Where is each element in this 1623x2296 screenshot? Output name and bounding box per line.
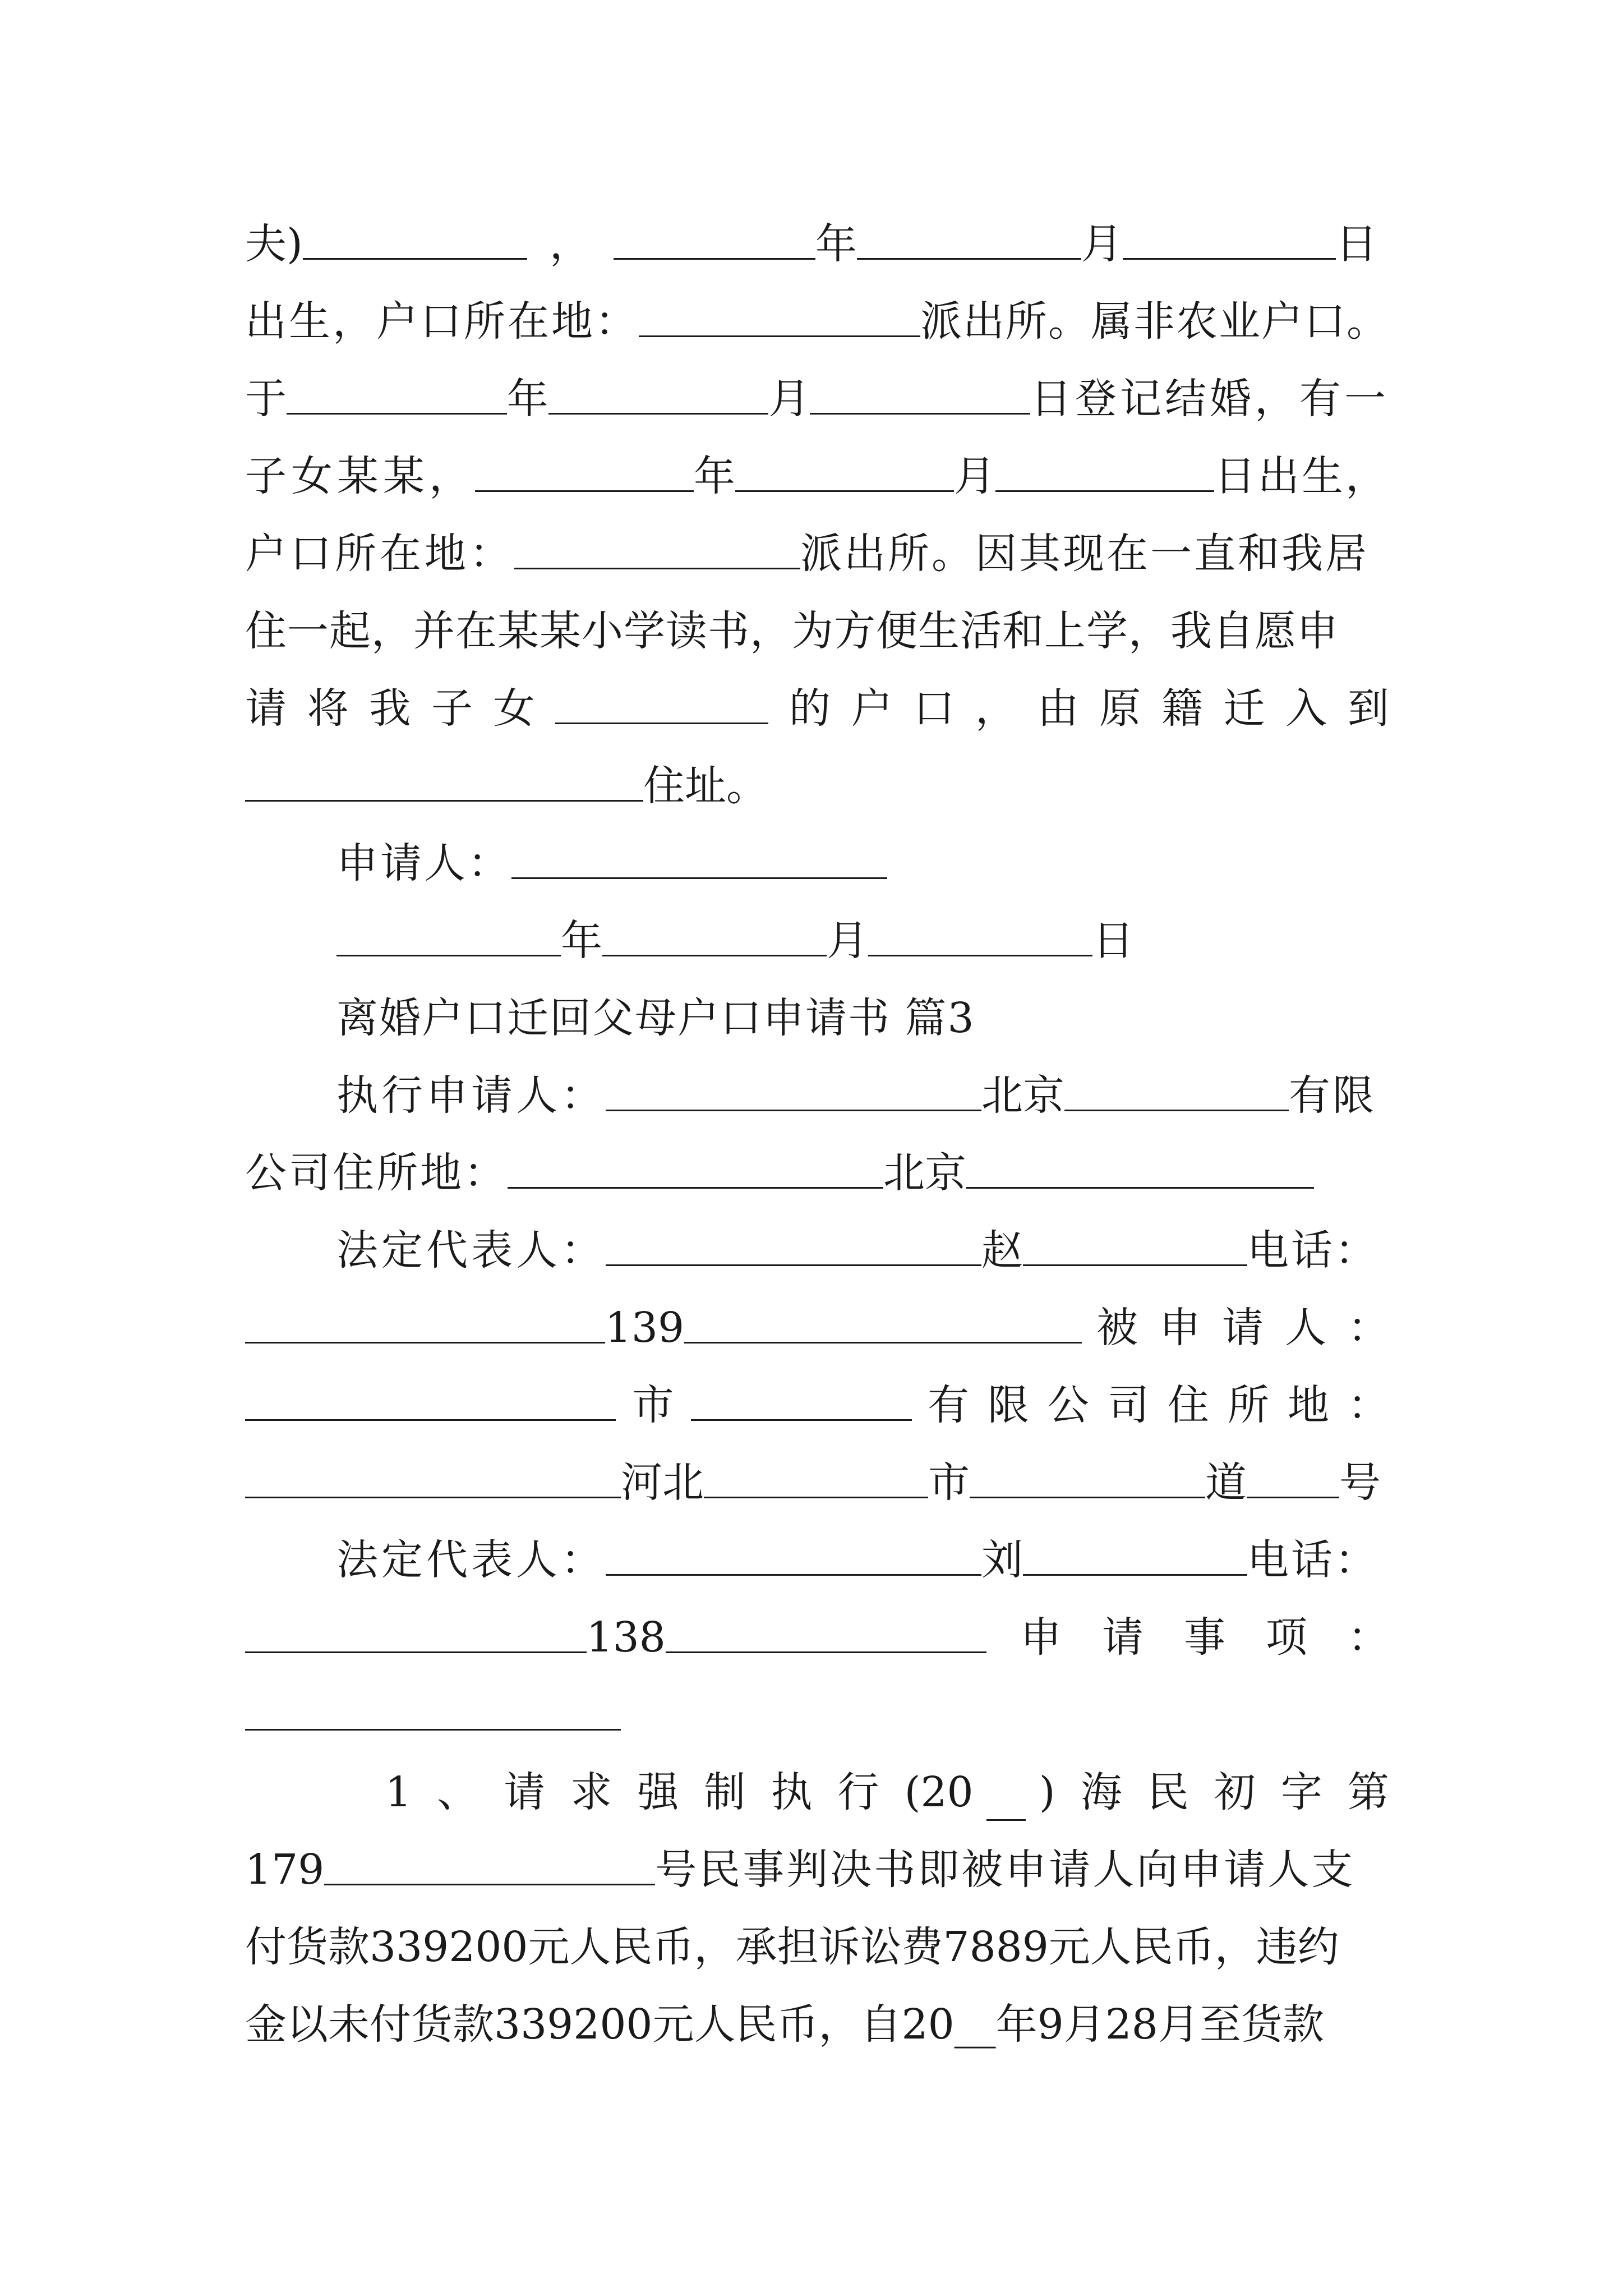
text-line-14 <box>245 1214 1389 1287</box>
text-line-18 <box>245 1524 1389 1596</box>
text-line-13 <box>245 1137 1389 1209</box>
text: 户 <box>851 684 893 733</box>
text: 日登记结婚，有一 <box>1030 375 1390 423</box>
text: ： <box>1348 1613 1389 1662</box>
text: 民 <box>1147 1768 1189 1816</box>
text-line-21 <box>245 1756 1389 1829</box>
text: 付货款339200元人民币，承担诉讼费7889元人民币，违约 <box>245 1923 1339 1971</box>
text: 将 <box>307 684 349 733</box>
text: 号民事判决书即被申请人向申请人支 <box>655 1846 1355 1894</box>
blank-field[interactable] <box>857 258 1081 260</box>
blank-field[interactable] <box>986 1819 1026 1821</box>
text: 住址。 <box>643 762 768 810</box>
text: 子 <box>431 684 473 733</box>
text: 项 <box>1266 1613 1307 1662</box>
blank-field[interactable] <box>245 1497 621 1498</box>
text: 执 <box>771 1768 813 1816</box>
text: 入 <box>1285 684 1327 733</box>
text: 所 <box>1228 1381 1269 1429</box>
text: 籍 <box>1161 684 1203 733</box>
text: 请 <box>1222 1304 1264 1352</box>
blank-field[interactable] <box>245 800 643 802</box>
text: 第 <box>1347 1768 1389 1816</box>
blank-field[interactable] <box>1023 1574 1247 1576</box>
text: 住一起，并在某某小学读书，为方便生活和上学，我自愿申 <box>245 607 1339 655</box>
text: 月 <box>1081 220 1123 268</box>
text: 海 <box>1080 1768 1122 1816</box>
text: 求 <box>570 1768 612 1816</box>
blank-field[interactable] <box>666 1651 986 1653</box>
text: 有 <box>928 1381 969 1429</box>
blank-field[interactable] <box>684 1342 1082 1343</box>
text: 户口所在地： <box>245 530 514 578</box>
blank-field[interactable] <box>1123 258 1336 260</box>
text: 日 <box>1335 220 1377 268</box>
text: 人 <box>1285 1304 1326 1352</box>
text-group <box>905 1756 1055 1829</box>
text: 到 <box>1347 684 1389 733</box>
text: 初 <box>1214 1768 1256 1816</box>
blank-field[interactable] <box>602 955 827 956</box>
text: 请 <box>1102 1613 1144 1662</box>
text: 由 <box>1037 684 1079 733</box>
text: 字 <box>1280 1768 1322 1816</box>
text: 于 <box>245 375 287 423</box>
text: 请 <box>245 684 287 733</box>
text: 离婚户口迁回父母户口申请书 篇3 <box>336 994 975 1042</box>
text: 我 <box>369 684 411 733</box>
text-line-15 <box>245 1291 1389 1364</box>
text: 日 <box>1092 917 1134 965</box>
text: 北京 <box>981 1071 1064 1120</box>
text: ： <box>1348 1304 1389 1352</box>
text: 年 <box>815 220 857 268</box>
text-line-12 <box>245 1059 1389 1132</box>
blank-field[interactable] <box>514 568 800 569</box>
blank-field[interactable] <box>995 490 1214 492</box>
text: 、 <box>437 1768 479 1816</box>
blank-field[interactable] <box>970 1497 1205 1498</box>
text: 强 <box>637 1768 679 1816</box>
applicant-field[interactable] <box>511 877 887 879</box>
text: 司 <box>1108 1381 1149 1429</box>
text-line-22 <box>245 1833 1389 1906</box>
text-line-3 <box>245 362 1389 435</box>
text: 号 <box>1339 1458 1381 1507</box>
blank-field[interactable] <box>1023 1264 1247 1266</box>
text: ) <box>1039 1768 1055 1816</box>
text: 公司住所地： <box>245 1149 508 1197</box>
blank-field[interactable] <box>606 1574 981 1576</box>
blank-field[interactable] <box>704 1497 928 1498</box>
blank-field[interactable] <box>868 955 1092 956</box>
text: 年 <box>561 917 602 965</box>
text: 有限 <box>1289 1071 1376 1120</box>
text-group <box>1020 1601 1389 1674</box>
text: 申 <box>1020 1613 1062 1662</box>
blank-field[interactable] <box>324 1884 655 1885</box>
applicant-line <box>245 827 1389 900</box>
text: 月 <box>827 917 868 965</box>
text: 的 <box>789 684 831 733</box>
text: 月 <box>768 375 810 423</box>
text: 法定代表人： <box>336 1536 606 1584</box>
text: 申请人： <box>336 839 511 887</box>
blank-field[interactable] <box>303 258 527 260</box>
text: 口 <box>913 684 955 733</box>
blank-field[interactable] <box>475 490 694 492</box>
text: ： <box>1348 1381 1389 1429</box>
text-line-19 <box>245 1601 1389 1674</box>
text: 138 <box>586 1613 666 1662</box>
text: 原 <box>1099 684 1141 733</box>
text-line-5 <box>245 517 1389 590</box>
text: 公 <box>1048 1381 1089 1429</box>
text-line-23 <box>245 1911 1389 1984</box>
text: ， <box>549 220 591 268</box>
section-heading <box>245 982 1389 1055</box>
blank-field[interactable] <box>287 413 507 415</box>
text-group <box>1096 1291 1389 1364</box>
text: 139 <box>605 1304 685 1352</box>
text: 子女某某， <box>245 452 475 500</box>
blank-field[interactable] <box>1064 1110 1289 1111</box>
text: 事 <box>1184 1613 1225 1662</box>
text: 出生，户口所在地： <box>245 297 639 346</box>
text: 住 <box>1168 1381 1209 1429</box>
date-line <box>245 904 1389 977</box>
text: 女 <box>493 684 535 733</box>
text: 申 <box>1159 1304 1201 1352</box>
blank-field[interactable] <box>336 955 561 956</box>
text-line-16 <box>245 1369 1389 1442</box>
text: 年 <box>694 452 735 500</box>
text: 年 <box>506 375 548 423</box>
blank-field[interactable] <box>691 1419 912 1421</box>
blank-field[interactable] <box>548 413 769 415</box>
blank-field[interactable] <box>245 1729 621 1731</box>
blank-field[interactable] <box>508 1187 883 1189</box>
text: 夫) <box>245 220 303 268</box>
blank-field[interactable] <box>966 1187 1314 1189</box>
text-line-2 <box>245 285 1389 358</box>
blank-field[interactable] <box>810 413 1030 415</box>
blank-field[interactable] <box>639 335 920 337</box>
text: 限 <box>988 1381 1029 1429</box>
text-line-7 <box>245 672 1389 745</box>
text: 制 <box>704 1768 746 1816</box>
text: 迁 <box>1223 684 1265 733</box>
text: 行 <box>837 1768 879 1816</box>
text-line-4 <box>245 440 1389 513</box>
blank-field[interactable] <box>555 723 768 724</box>
text: 电话： <box>1247 1226 1378 1274</box>
text: 道 <box>1205 1458 1247 1507</box>
text: ， <box>975 684 1017 733</box>
text: 日出生， <box>1214 452 1389 500</box>
text: 派出所。因其现在一直和我居 <box>800 530 1369 578</box>
text-line-8 <box>245 749 1389 822</box>
text: 1 <box>385 1768 412 1816</box>
text: (20 <box>904 1768 974 1816</box>
text-line-20 <box>245 1678 1389 1751</box>
text: 地 <box>1288 1381 1329 1429</box>
text-line-1 <box>245 208 1389 280</box>
text: 法定代表人： <box>336 1226 606 1274</box>
blank-field[interactable] <box>245 1342 605 1343</box>
text: 市 <box>632 1381 674 1429</box>
blank-field[interactable] <box>245 1419 616 1421</box>
text-group <box>928 1369 1389 1442</box>
text-line-17 <box>245 1446 1389 1519</box>
text: 电话： <box>1247 1536 1378 1584</box>
blank-field[interactable] <box>606 1110 981 1111</box>
text: 市 <box>928 1458 970 1507</box>
text: 赵 <box>981 1226 1023 1274</box>
text: 请 <box>504 1768 546 1816</box>
text-line-24 <box>245 1988 1389 2061</box>
blank-field[interactable] <box>245 1651 587 1653</box>
blank-field[interactable] <box>614 258 815 260</box>
text: 月 <box>954 452 995 500</box>
text-line-6 <box>245 595 1389 668</box>
text: 刘 <box>981 1536 1023 1584</box>
blank-field[interactable] <box>606 1264 981 1266</box>
text: 179 <box>245 1846 325 1894</box>
blank-field[interactable] <box>1247 1497 1339 1498</box>
text: 被 <box>1096 1304 1138 1352</box>
blank-field[interactable] <box>735 490 954 492</box>
text: 派出所。属非农业户口。 <box>920 297 1389 346</box>
text: 河北 <box>621 1458 704 1507</box>
text: 北京 <box>883 1149 966 1197</box>
text: 执行申请人： <box>336 1071 606 1120</box>
text: 金以未付货款339200元人民币，自20__年9月28月至货款 <box>245 2000 1324 2049</box>
